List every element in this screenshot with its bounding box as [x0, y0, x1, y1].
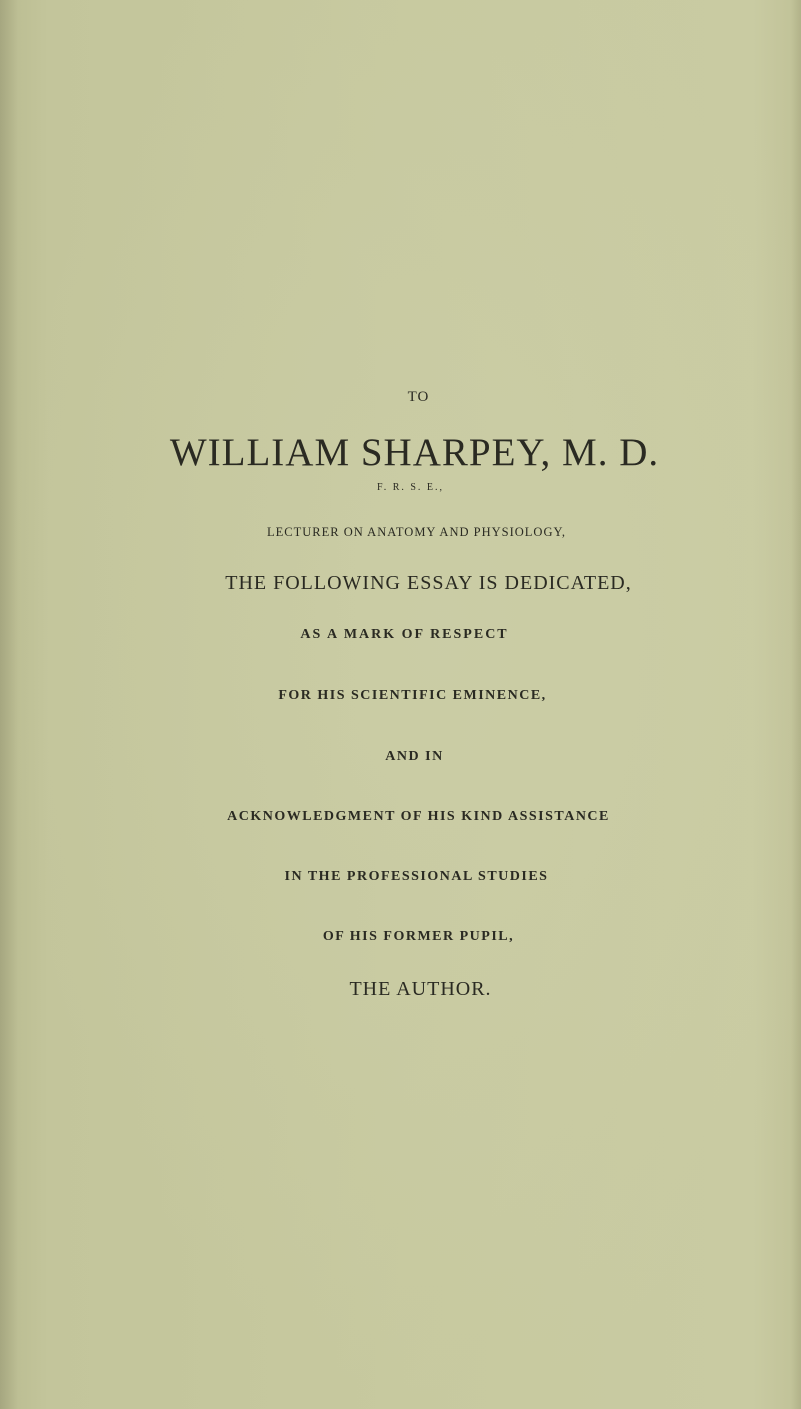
dedication-eminence-line: FOR HIS SCIENTIFIC EMINENCE,	[278, 688, 547, 703]
dedication-respect-line: AS A MARK OF RESPECT	[300, 627, 509, 642]
dedication-statement: THE FOLLOWING ESSAY IS DEDICATED,	[225, 572, 632, 594]
dedication-acknowledgment-line: ACKNOWLEDGMENT OF HIS KIND ASSISTANCE	[227, 809, 610, 824]
dedication-studies-line: IN THE PROFESSIONAL STUDIES	[284, 869, 549, 884]
dedication-to: TO	[407, 389, 430, 405]
dedication-and-in-line: AND IN	[385, 749, 444, 764]
dedicatee-position: LECTURER ON ANATOMY AND PHYSIOLOGY,	[266, 525, 567, 539]
page-left-edge-shadow	[0, 0, 18, 1409]
page-right-edge-shadow	[791, 0, 801, 1409]
dedicatee-name: WILLIAM SHARPEY, M. D.	[169, 431, 660, 474]
dedication-pupil-line: OF HIS FORMER PUPIL,	[322, 929, 515, 944]
dedicatee-honours: F. R. S. E.,	[376, 482, 445, 493]
dedication-signature: THE AUTHOR.	[349, 978, 492, 1000]
